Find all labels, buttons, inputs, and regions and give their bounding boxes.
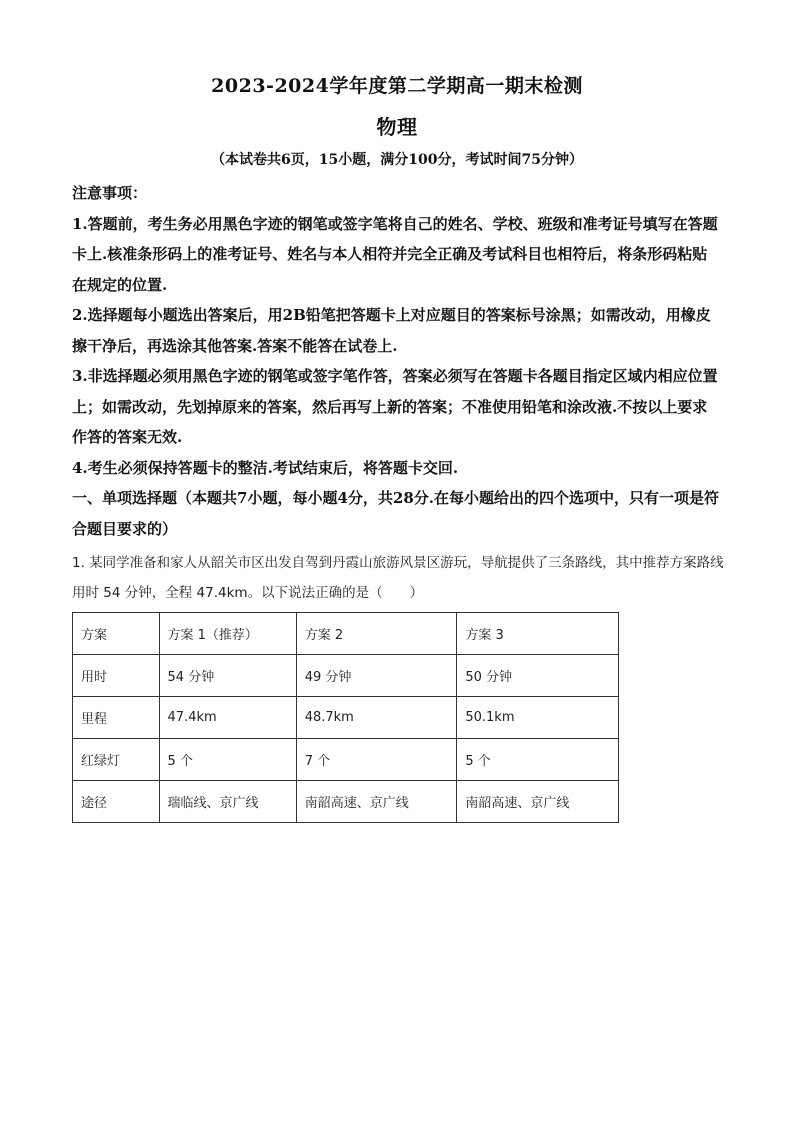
table-cell: 48.7km [296,697,457,739]
table-cell: 7 个 [296,739,457,781]
table-cell: 5 个 [457,739,619,781]
table-cell: 方案 [73,613,160,655]
table-cell: 54 分钟 [159,655,296,697]
instruction-item: 1.答题前，考生务必用黑色字迹的钢笔或签字笔将自己的姓名、学校、班级和准考证号填写在答题卡上.核准条形码上的准考证号、姓名与本人相符并完全正确及考试科目也相符后，将条形码粘贴在规定的位置. [72,214,718,294]
subject-title: 物理 [376,115,418,139]
table-cell: 方案 1（推荐） [159,613,296,655]
instruction-item: 2.选择题每小题选出答案后，用2B铅笔把答题卡上对应题目的答案标号涂黑；如需改动，用橡皮擦干净后，再选涂其他答案.答案不能答在试卷上. [72,306,711,355]
table-row [73,781,619,823]
table-cell: 瑞临线、京广线 [159,781,296,823]
table-cell: 用时 [73,655,160,697]
route-table [72,612,619,823]
section-heading: 一、单项选择题（本题共7小题，每小题4分，共28分.在每小题给出的四个选项中，只有一项是符合题目要求的） [72,489,719,538]
table-cell: 里程 [73,697,160,739]
table-cell: 南韶高速、京广线 [296,781,457,823]
table-cell: 49 分钟 [296,655,457,697]
table-cell: 50.1km [457,697,619,739]
instruction-item: 4.考生必须保持答题卡的整洁.考试结束后，将答题卡交回. [72,458,459,477]
instructions [72,178,722,544]
table-cell: 途径 [73,781,160,823]
table-row [73,739,619,781]
instructions-heading: 注意事项： [72,184,148,202]
table-row [73,655,619,697]
table-cell: 47.4km [159,697,296,739]
table-cell: 50 分钟 [457,655,619,697]
table-cell: 5 个 [159,739,296,781]
exam-title: 2023-2024学年度第二学期高一期末检测 [211,75,583,97]
table-cell: 方案 2 [296,613,457,655]
question-stem: 1. 某同学准备和家人从韶关市区出发自驾到丹霞山旅游风景区游玩，导航提供了三条路线，其中推荐方案路线用时 54 分钟，全程 47.4km。以下说法正确的是（ ） [72,555,724,601]
table-cell: 红绿灯 [73,739,160,781]
table-row [73,697,619,739]
table-cell: 南韶高速、京广线 [457,781,619,823]
table-row [73,613,619,655]
exam-info: （本试卷共6页，15小题，满分100分，考试时间75分钟） [211,152,583,168]
question-1 [72,548,724,608]
instruction-item: 3.非选择题必须用黑色字迹的钢笔或签字笔作答，答案必须写在答题卡各题目指定区域内相应位置上；如需改动，先划掉原来的答案，然后再写上新的答案；不准使用铅笔和涂改液.不按以上要求作答的答案无效. [72,367,718,446]
table-cell: 方案 3 [457,613,619,655]
